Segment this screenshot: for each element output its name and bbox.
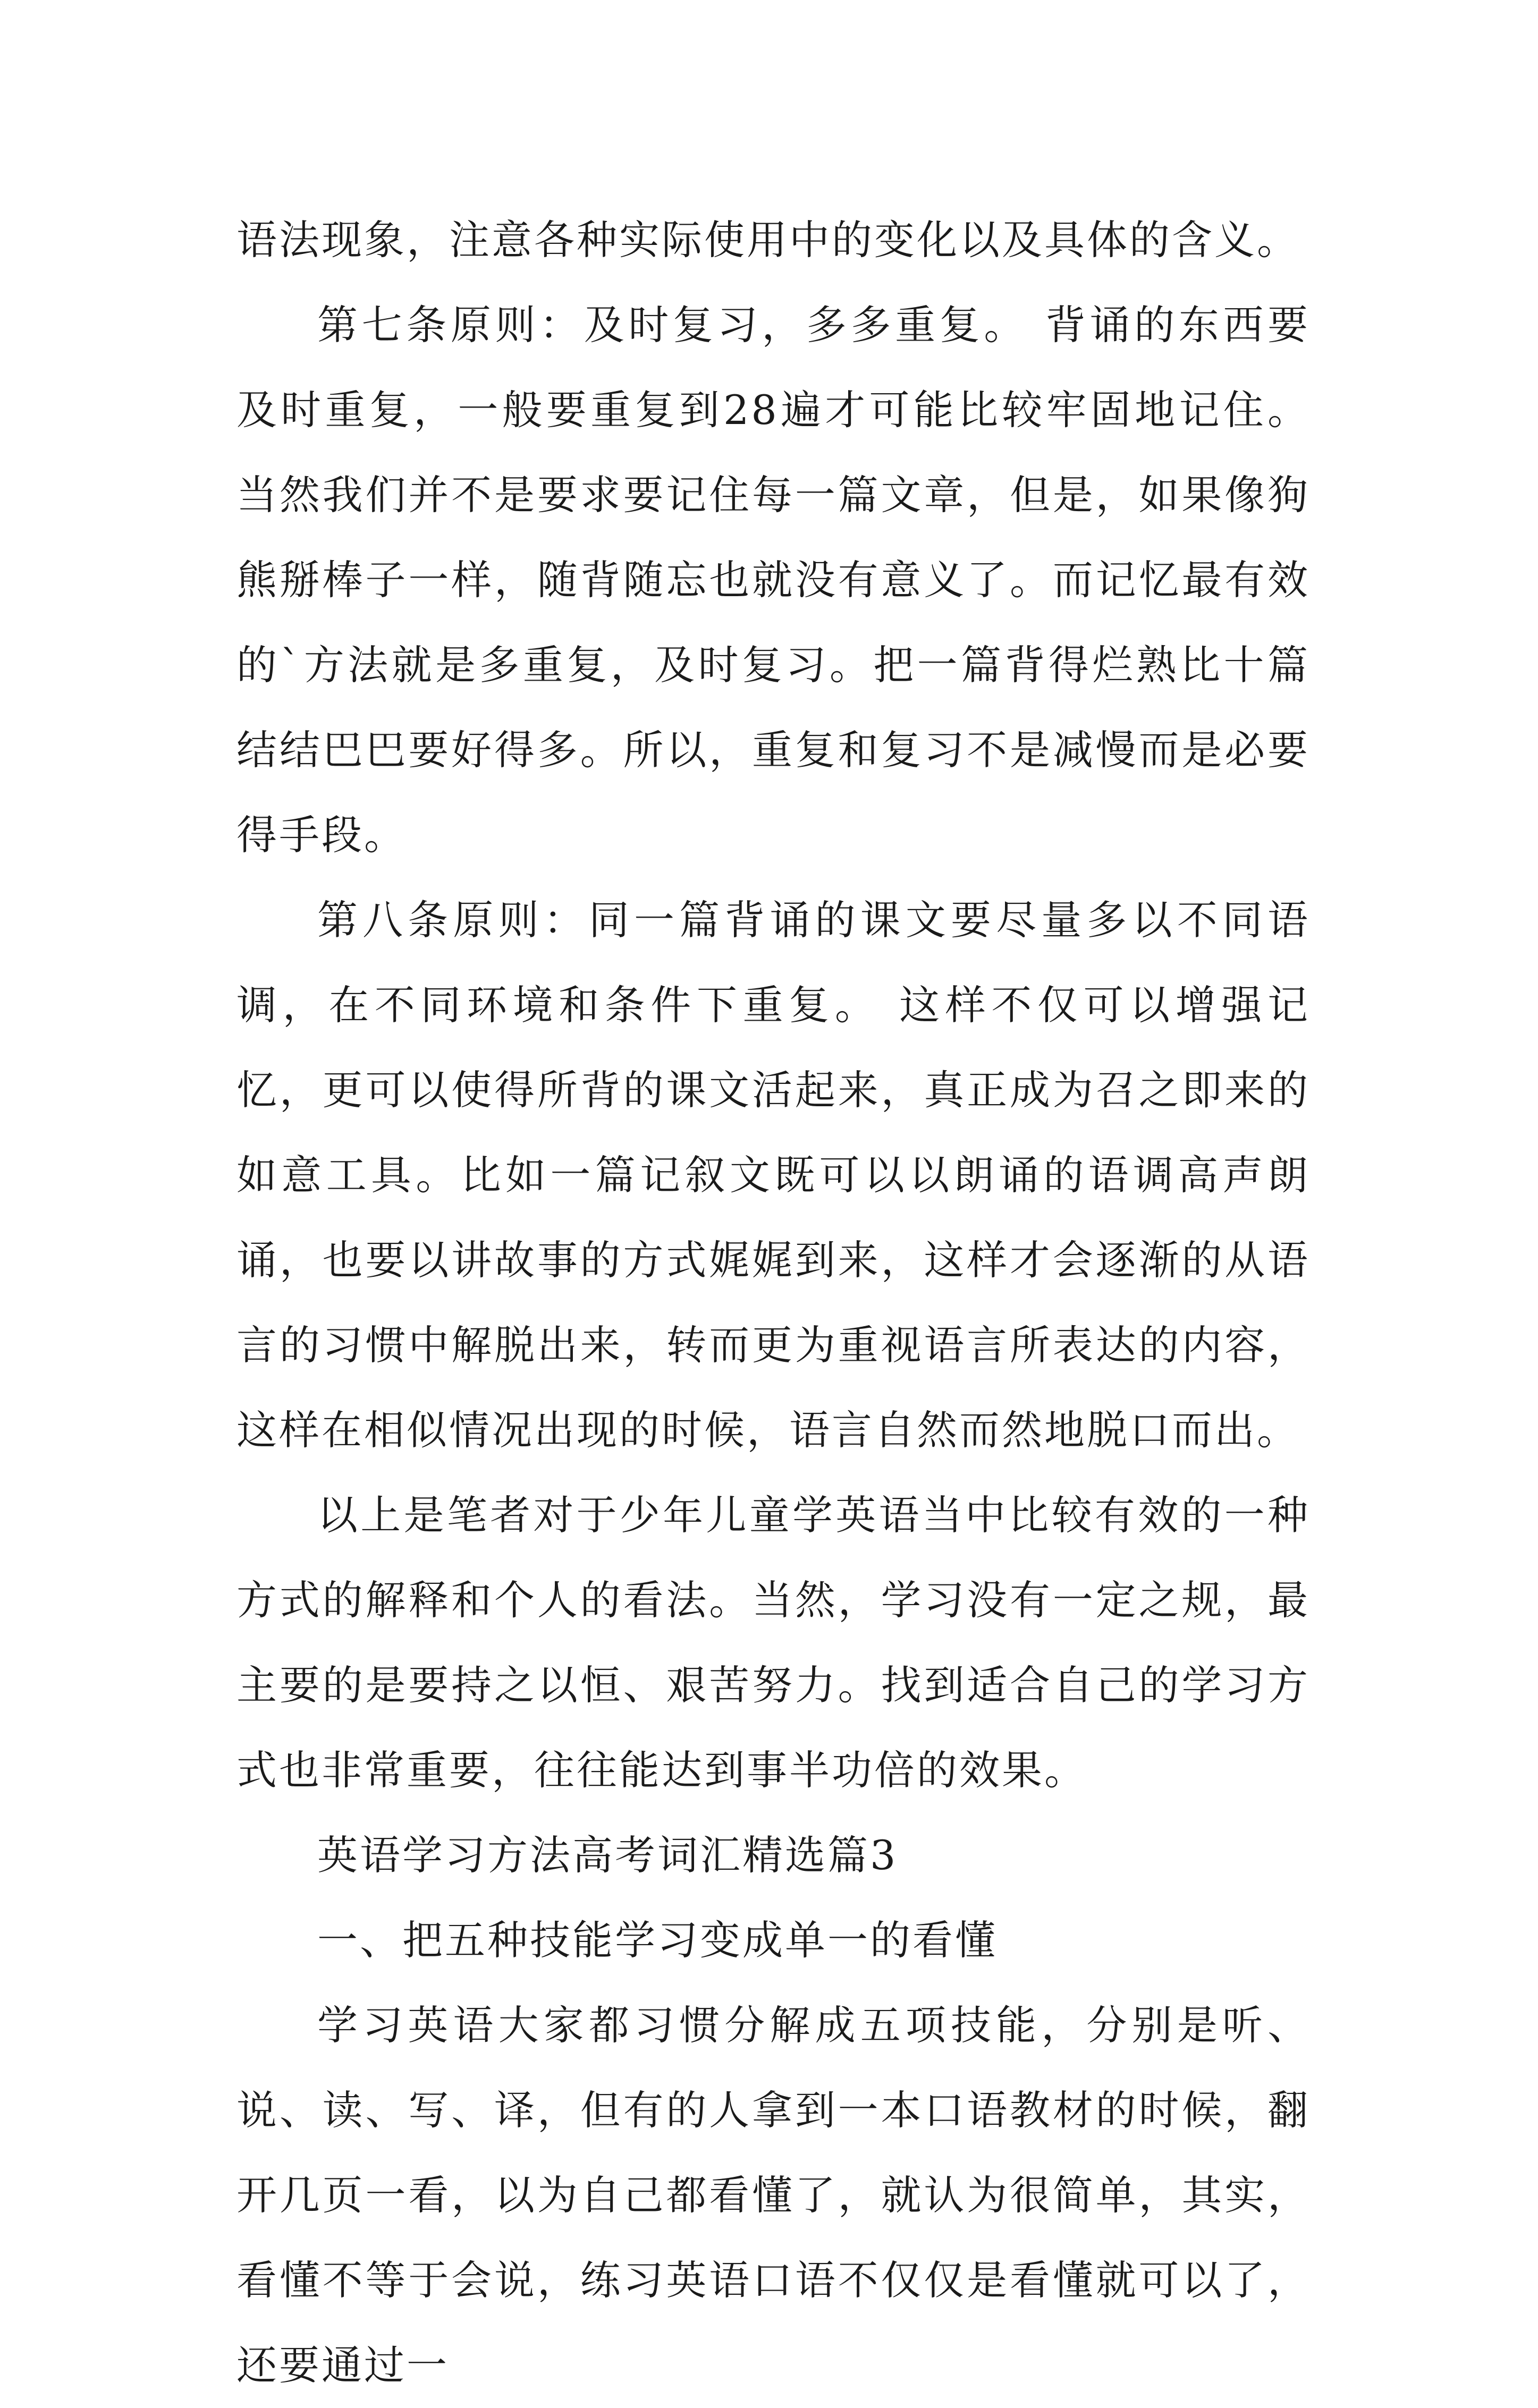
subsection-heading: 一、把五种技能学习变成单一的看懂 [317, 1917, 998, 1964]
paragraph-five-skills: 学习英语大家都习惯分解成五项技能，分别是听、说、读、写、译，但有的人拿到一本口语教材的时候，翻开几页一看，以为自己都看懂了，就认为很简单，其实，看懂不等于会说，练习英语口语不仅仅是看懂就可以了，还要通过一 [236, 2002, 1310, 2389]
paragraph-continuation: 语法现象，注意各种实际使用中的变化以及具体的含义。 [236, 216, 1299, 264]
section-heading: 英语学习方法高考词汇精选篇3 [317, 1832, 898, 1879]
paragraph-principle-seven: 第七条原则：及时复习，多多重复。 背诵的东西要及时重复，一般要重复到28遍才可能比较牢固地记住。当然我们并不是要求要记住每一篇文章，但是，如果像狗熊掰棒子一样，随背随忘也就没有意义了。而记忆最有效的`方法就是多重复，及时复习。把一篇背得烂熟比十篇结结巴巴要好得多。所以，重复和复习不是减慢而是必要得手段。 [236, 301, 1310, 859]
paragraph-conclusion: 以上是笔者对于少年儿童学英语当中比较有效的一种方式的解释和个人的看法。当然，学习没有一定之规，最主要的是要持之以恒、艰苦努力。找到适合自己的学习方式也非常重要，往往能达到事半功倍的效果。 [236, 1491, 1310, 1794]
paragraph-principle-eight: 第八条原则：同一篇背诵的课文要尽量多以不同语调，在不同环境和条件下重复。 这样不仅可以增强记忆，更可以使得所背的课文活起来，真正成为召之即来的如意工具。比如一篇记叙文既可以以朗诵的语调高声朗诵，也要以讲故事的方式娓娓到来，这样才会逐渐的从语言的习惯中解脱出来，转而更为重视语言所表达的内容，这样在相似情况出现的时候，语言自然而然地脱口而出。 [236, 896, 1310, 1454]
document-body [236, 198, 1310, 2408]
